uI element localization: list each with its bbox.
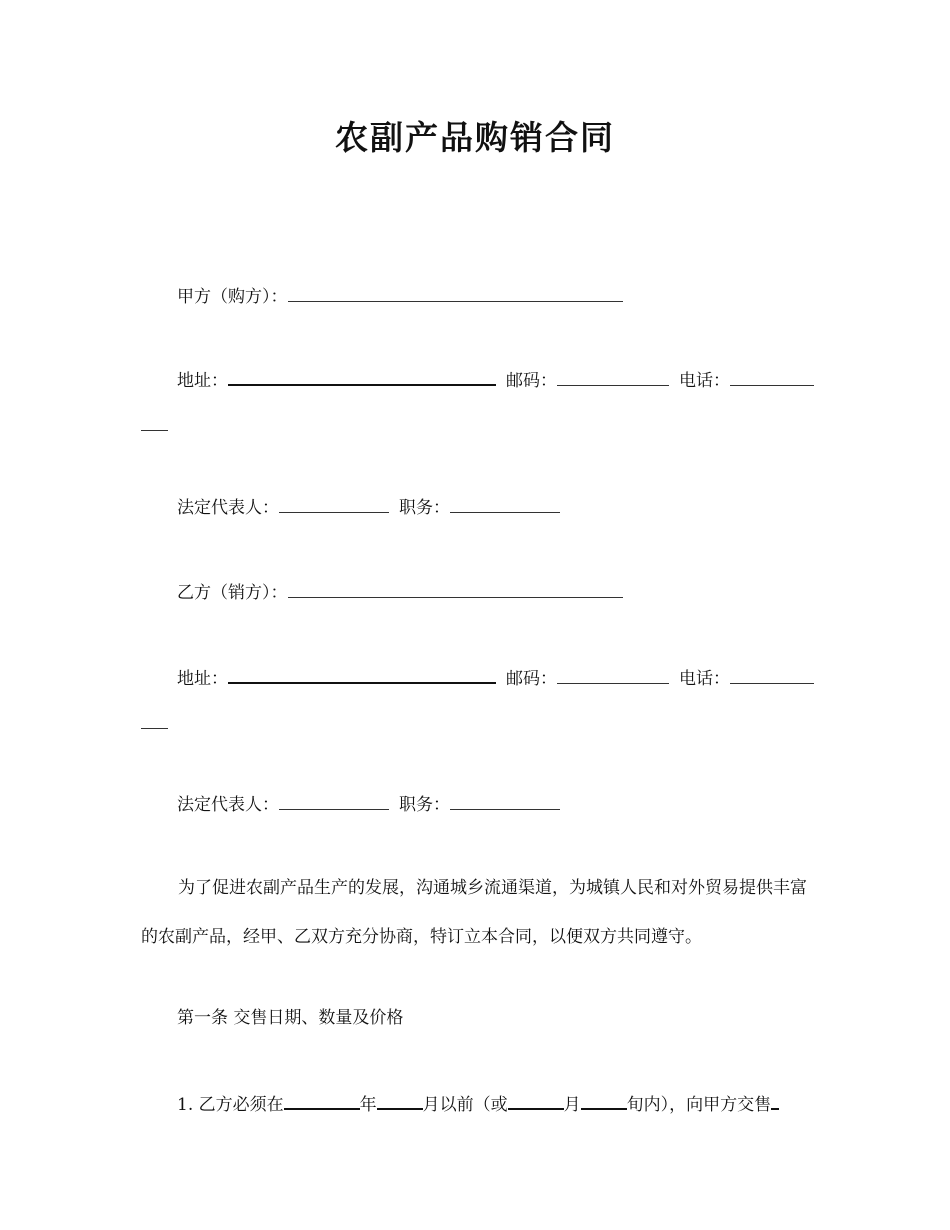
party-a-postcode-blank[interactable] <box>557 369 669 386</box>
clause-1-period-suffix: 旬内），向甲方交售 <box>626 1095 772 1115</box>
party-b-position-blank[interactable] <box>450 793 560 810</box>
party-b-rep-line <box>177 793 560 817</box>
party-b-rep-blank[interactable] <box>279 793 389 810</box>
party-b-line <box>177 581 623 605</box>
party-a-address-label: 地址： <box>177 371 228 391</box>
party-a-address-blank[interactable] <box>228 368 496 386</box>
clause-1-year-blank[interactable] <box>284 1092 360 1110</box>
clause-1-line <box>177 1092 779 1117</box>
party-a-phone-blank[interactable] <box>730 369 814 386</box>
party-b-name-blank[interactable] <box>288 581 623 598</box>
party-b-address-label: 地址： <box>177 669 228 689</box>
preamble-text: 为了促进农副产品生产的发展，沟通城乡流通渠道，为城镇人民和对外贸易提供丰富的农副产品，经甲、乙双方充分协商，特订立本合同，以便双方共同遵守。 <box>141 878 807 947</box>
party-a-label: 甲方（购方）： <box>177 287 288 307</box>
clause-1-prefix: 1. 乙方必须在 <box>177 1095 284 1115</box>
party-b-label: 乙方（销方）： <box>177 583 288 603</box>
party-b-position-label: 职务： <box>399 795 450 815</box>
clause-1-month-label: 月 <box>563 1095 581 1115</box>
party-a-rep-blank[interactable] <box>279 496 389 513</box>
party-a-postcode-label: 邮码： <box>506 371 557 391</box>
article-1-title: 第一条 交售日期、数量及价格 <box>177 1008 404 1028</box>
party-a-phone-label: 电话： <box>679 371 730 391</box>
clause-1-year-label: 年 <box>359 1095 377 1115</box>
party-a-line <box>177 285 623 309</box>
clause-1-month2-blank[interactable] <box>508 1092 564 1110</box>
party-b-postcode-label: 邮码： <box>506 669 557 689</box>
document-title: 农副产品购销合同 <box>335 118 615 157</box>
party-b-phone-continuation <box>141 712 168 736</box>
party-a-name-blank[interactable] <box>288 285 623 302</box>
party-a-position-blank[interactable] <box>450 496 560 513</box>
party-b-postcode-blank[interactable] <box>557 667 669 684</box>
clause-1-goods-blank[interactable] <box>771 1092 779 1110</box>
party-a-address-line <box>177 368 814 393</box>
party-b-rep-label: 法定代表人： <box>177 795 279 815</box>
preamble-paragraph <box>141 864 821 962</box>
party-a-rep-label: 法定代表人： <box>177 498 279 518</box>
party-a-position-label: 职务： <box>399 498 450 518</box>
party-b-address-blank[interactable] <box>228 666 496 684</box>
clause-1-period-blank[interactable] <box>581 1092 627 1110</box>
party-a-rep-line <box>177 496 560 520</box>
party-a-phone-continuation <box>141 414 168 438</box>
clause-1-month-blank[interactable] <box>377 1092 423 1110</box>
party-b-address-line <box>177 666 814 691</box>
clause-1-month-before-label: 月以前（或 <box>422 1095 508 1115</box>
party-b-phone-label: 电话： <box>679 669 730 689</box>
party-b-phone-blank[interactable] <box>730 667 814 684</box>
party-a-phone-blank-cont[interactable] <box>141 414 168 431</box>
party-b-phone-blank-cont[interactable] <box>141 712 168 729</box>
